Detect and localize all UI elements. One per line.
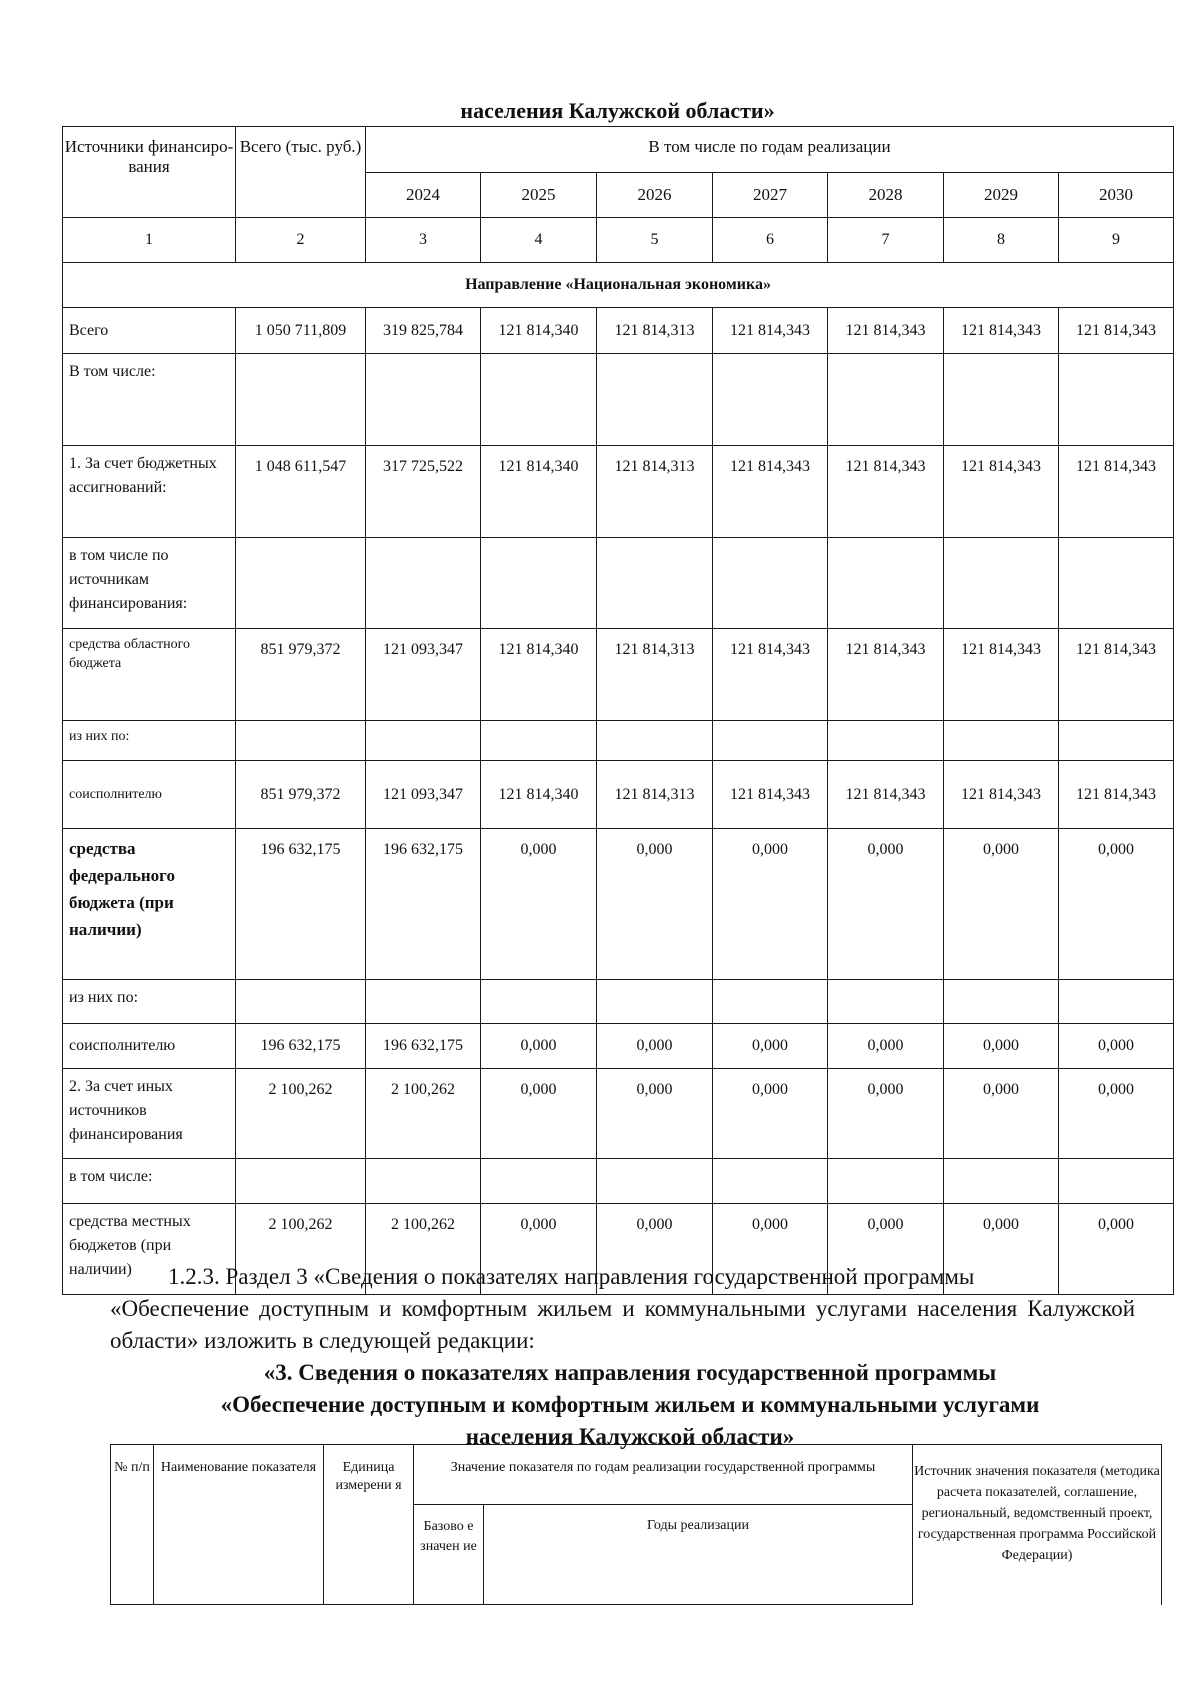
amount-cell: 121 814,343 <box>1059 761 1174 829</box>
amount-cell <box>236 538 366 629</box>
amount-cell: 0,000 <box>1059 1204 1174 1295</box>
amount-cell: 0,000 <box>828 1024 944 1069</box>
row-label: 2. За счет иных источников финансирования <box>63 1069 236 1159</box>
indicators-table <box>110 1444 1162 1605</box>
amount-cell <box>1059 354 1174 446</box>
heading-line: «Обеспечение доступным и комфортным жильем и коммунальными услугами <box>220 1392 1040 1417</box>
table-row <box>63 538 1174 629</box>
header-unit: Единица измерени я <box>324 1445 414 1605</box>
amount-cell <box>713 1159 828 1204</box>
header-year: 2029 <box>944 173 1059 218</box>
amount-cell: 121 814,343 <box>713 446 828 538</box>
amount-cell <box>1059 980 1174 1024</box>
amount-cell <box>828 354 944 446</box>
amount-cell: 121 814,313 <box>597 308 713 354</box>
amount-cell <box>828 538 944 629</box>
amount-cell: 1 050 711,809 <box>236 308 366 354</box>
amount-cell: 196 632,175 <box>236 829 366 980</box>
amount-cell: 2 100,262 <box>366 1069 481 1159</box>
amount-cell: 121 814,343 <box>713 761 828 829</box>
amount-cell <box>944 980 1059 1024</box>
amount-cell <box>481 980 597 1024</box>
amount-cell: 0,000 <box>1059 829 1174 980</box>
amount-cell: 0,000 <box>828 1069 944 1159</box>
amount-cell: 121 814,343 <box>1059 629 1174 721</box>
amount-cell: 121 814,343 <box>828 761 944 829</box>
amount-cell <box>713 721 828 761</box>
amount-cell: 121 814,343 <box>944 308 1059 354</box>
row-label: в том числе: <box>63 1159 236 1204</box>
amount-cell <box>236 721 366 761</box>
amount-cell: 0,000 <box>481 829 597 980</box>
amount-cell: 121 814,343 <box>828 446 944 538</box>
amount-cell: 0,000 <box>597 1069 713 1159</box>
amount-cell <box>828 721 944 761</box>
column-number: 6 <box>713 218 828 263</box>
column-number: 7 <box>828 218 944 263</box>
row-label: соисполнителю <box>63 761 236 829</box>
amount-cell: 0,000 <box>597 1024 713 1069</box>
header-by-years: В том числе по годам реализации <box>366 127 1174 173</box>
amount-cell <box>236 354 366 446</box>
header-years-of-implementation: Годы реализации <box>484 1505 913 1605</box>
table-row <box>63 721 1174 761</box>
header-year: 2030 <box>1059 173 1174 218</box>
heading-line: населения Калужской области» <box>465 1424 795 1449</box>
header-sources: Источники финансиро-вания <box>63 127 236 218</box>
row-label: средства местных бюджетов (при наличии) <box>63 1204 236 1295</box>
header-base-value: Базово е значен ие <box>414 1505 484 1605</box>
amount-cell: 0,000 <box>1059 1069 1174 1159</box>
amount-cell: 851 979,372 <box>236 629 366 721</box>
amount-cell: 121 814,313 <box>597 761 713 829</box>
financing-table <box>62 126 1174 1295</box>
column-number: 5 <box>597 218 713 263</box>
amount-cell <box>366 721 481 761</box>
amount-cell: 196 632,175 <box>366 1024 481 1069</box>
paragraph-line: «Обеспечение доступным и комфортным жильем и коммунальными услугами населения Калужской области» изложить в следующей редакции: <box>110 1296 1135 1353</box>
column-number: 1 <box>63 218 236 263</box>
amount-cell: 121 814,313 <box>597 629 713 721</box>
amount-cell: 0,000 <box>713 829 828 980</box>
amount-cell <box>366 354 481 446</box>
amount-cell: 0,000 <box>944 1069 1059 1159</box>
amount-cell: 121 814,343 <box>944 761 1059 829</box>
amount-cell <box>481 538 597 629</box>
amount-cell: 0,000 <box>713 1024 828 1069</box>
amount-cell: 0,000 <box>713 1204 828 1295</box>
column-number: 2 <box>236 218 366 263</box>
amount-cell <box>597 1159 713 1204</box>
row-label: средства областного бюджета <box>63 629 236 721</box>
amount-cell: 121 814,313 <box>597 446 713 538</box>
amount-cell <box>597 721 713 761</box>
amount-cell: 0,000 <box>481 1069 597 1159</box>
amount-cell: 851 979,372 <box>236 761 366 829</box>
row-label: В том числе: <box>63 354 236 446</box>
section-title: Направление «Национальная экономика» <box>63 263 1174 308</box>
amount-cell: 121 814,343 <box>1059 446 1174 538</box>
header-total: Всего (тыс. руб.) <box>236 127 366 218</box>
row-label: соисполнителю <box>63 1024 236 1069</box>
header-year: 2024 <box>366 173 481 218</box>
amount-cell <box>944 538 1059 629</box>
header-source: Источник значения показателя (методика расчета показателей, соглашение, региональный, ведомственный проект, государственная программа Российской Федерации) <box>913 1445 1162 1605</box>
amount-cell: 121 814,343 <box>944 446 1059 538</box>
amount-cell: 121 814,340 <box>481 761 597 829</box>
amount-cell: 121 814,340 <box>481 446 597 538</box>
column-number: 3 <box>366 218 481 263</box>
table-row <box>63 829 1174 980</box>
table-row <box>63 1024 1174 1069</box>
amount-cell: 319 825,784 <box>366 308 481 354</box>
amount-cell: 196 632,175 <box>236 1024 366 1069</box>
amount-cell: 2 100,262 <box>236 1069 366 1159</box>
amount-cell <box>236 980 366 1024</box>
paragraph-line: 1.2.3. Раздел 3 «Сведения о показателях направления государственной программы <box>168 1264 975 1289</box>
table-row <box>63 980 1174 1024</box>
row-label: 1. За счет бюджетных ассигнований: <box>63 446 236 538</box>
amount-cell: 121 814,343 <box>944 629 1059 721</box>
amount-cell: 121 814,343 <box>1059 308 1174 354</box>
amendment-paragraph <box>110 1261 1135 1357</box>
amount-cell: 0,000 <box>597 829 713 980</box>
table-row <box>63 446 1174 538</box>
amount-cell <box>597 354 713 446</box>
amount-cell: 2 100,262 <box>236 1204 366 1295</box>
table-row <box>63 761 1174 829</box>
header-year: 2026 <box>597 173 713 218</box>
amount-cell: 0,000 <box>713 1069 828 1159</box>
amount-cell: 121 814,343 <box>828 308 944 354</box>
column-number: 9 <box>1059 218 1174 263</box>
amount-cell: 121 814,343 <box>713 308 828 354</box>
amount-cell <box>481 354 597 446</box>
header-year: 2028 <box>828 173 944 218</box>
amount-cell: 317 725,522 <box>366 446 481 538</box>
amount-cell <box>944 721 1059 761</box>
amount-cell: 0,000 <box>1059 1024 1174 1069</box>
amount-cell: 121 814,340 <box>481 308 597 354</box>
amount-cell <box>944 354 1059 446</box>
amount-cell: 121 814,343 <box>713 629 828 721</box>
amount-cell: 0,000 <box>828 829 944 980</box>
amount-cell: 121 814,343 <box>828 629 944 721</box>
amount-cell: 0,000 <box>828 1204 944 1295</box>
amount-cell: 121 814,340 <box>481 629 597 721</box>
amount-cell <box>828 1159 944 1204</box>
row-label: в том числе по источникам финансирования: <box>63 538 236 629</box>
table-row <box>63 629 1174 721</box>
section-heading <box>130 1357 1130 1453</box>
amount-cell: 0,000 <box>597 1204 713 1295</box>
amount-cell: 0,000 <box>944 1204 1059 1295</box>
amount-cell <box>481 721 597 761</box>
amount-cell: 0,000 <box>944 1024 1059 1069</box>
amount-cell: 196 632,175 <box>366 829 481 980</box>
row-label: Всего <box>63 308 236 354</box>
header-values-by-years: Значение показателя по годам реализации государственной программы <box>414 1445 913 1505</box>
amount-cell <box>597 538 713 629</box>
header-num: № п/п <box>111 1445 154 1605</box>
amount-cell: 0,000 <box>944 829 1059 980</box>
amount-cell: 0,000 <box>481 1024 597 1069</box>
table-row <box>63 308 1174 354</box>
header-indicator-name: Наименование показателя <box>154 1445 324 1605</box>
row-label: из них по: <box>63 721 236 761</box>
heading-line: «3. Сведения о показателях направления государственной программы <box>263 1360 997 1385</box>
header-year: 2025 <box>481 173 597 218</box>
amount-cell <box>366 980 481 1024</box>
amount-cell: 0,000 <box>481 1204 597 1295</box>
amount-cell <box>597 980 713 1024</box>
amount-cell <box>1059 538 1174 629</box>
amount-cell: 121 093,347 <box>366 629 481 721</box>
row-label: средства федерального бюджета (при наличии) <box>63 829 236 980</box>
amount-cell: 121 093,347 <box>366 761 481 829</box>
table-row <box>63 1159 1174 1204</box>
amount-cell <box>366 538 481 629</box>
table-row <box>63 1069 1174 1159</box>
amount-cell <box>944 1159 1059 1204</box>
amount-cell <box>713 354 828 446</box>
header-year: 2027 <box>713 173 828 218</box>
row-label: из них по: <box>63 980 236 1024</box>
column-number: 4 <box>481 218 597 263</box>
amount-cell <box>828 980 944 1024</box>
amount-cell: 2 100,262 <box>366 1204 481 1295</box>
amount-cell <box>236 1159 366 1204</box>
table-row <box>63 354 1174 446</box>
amount-cell <box>1059 1159 1174 1204</box>
column-number: 8 <box>944 218 1059 263</box>
amount-cell <box>366 1159 481 1204</box>
amount-cell <box>713 980 828 1024</box>
amount-cell: 1 048 611,547 <box>236 446 366 538</box>
amount-cell <box>481 1159 597 1204</box>
page-title: населения Калужской области» <box>460 98 775 123</box>
amount-cell <box>713 538 828 629</box>
amount-cell <box>1059 721 1174 761</box>
